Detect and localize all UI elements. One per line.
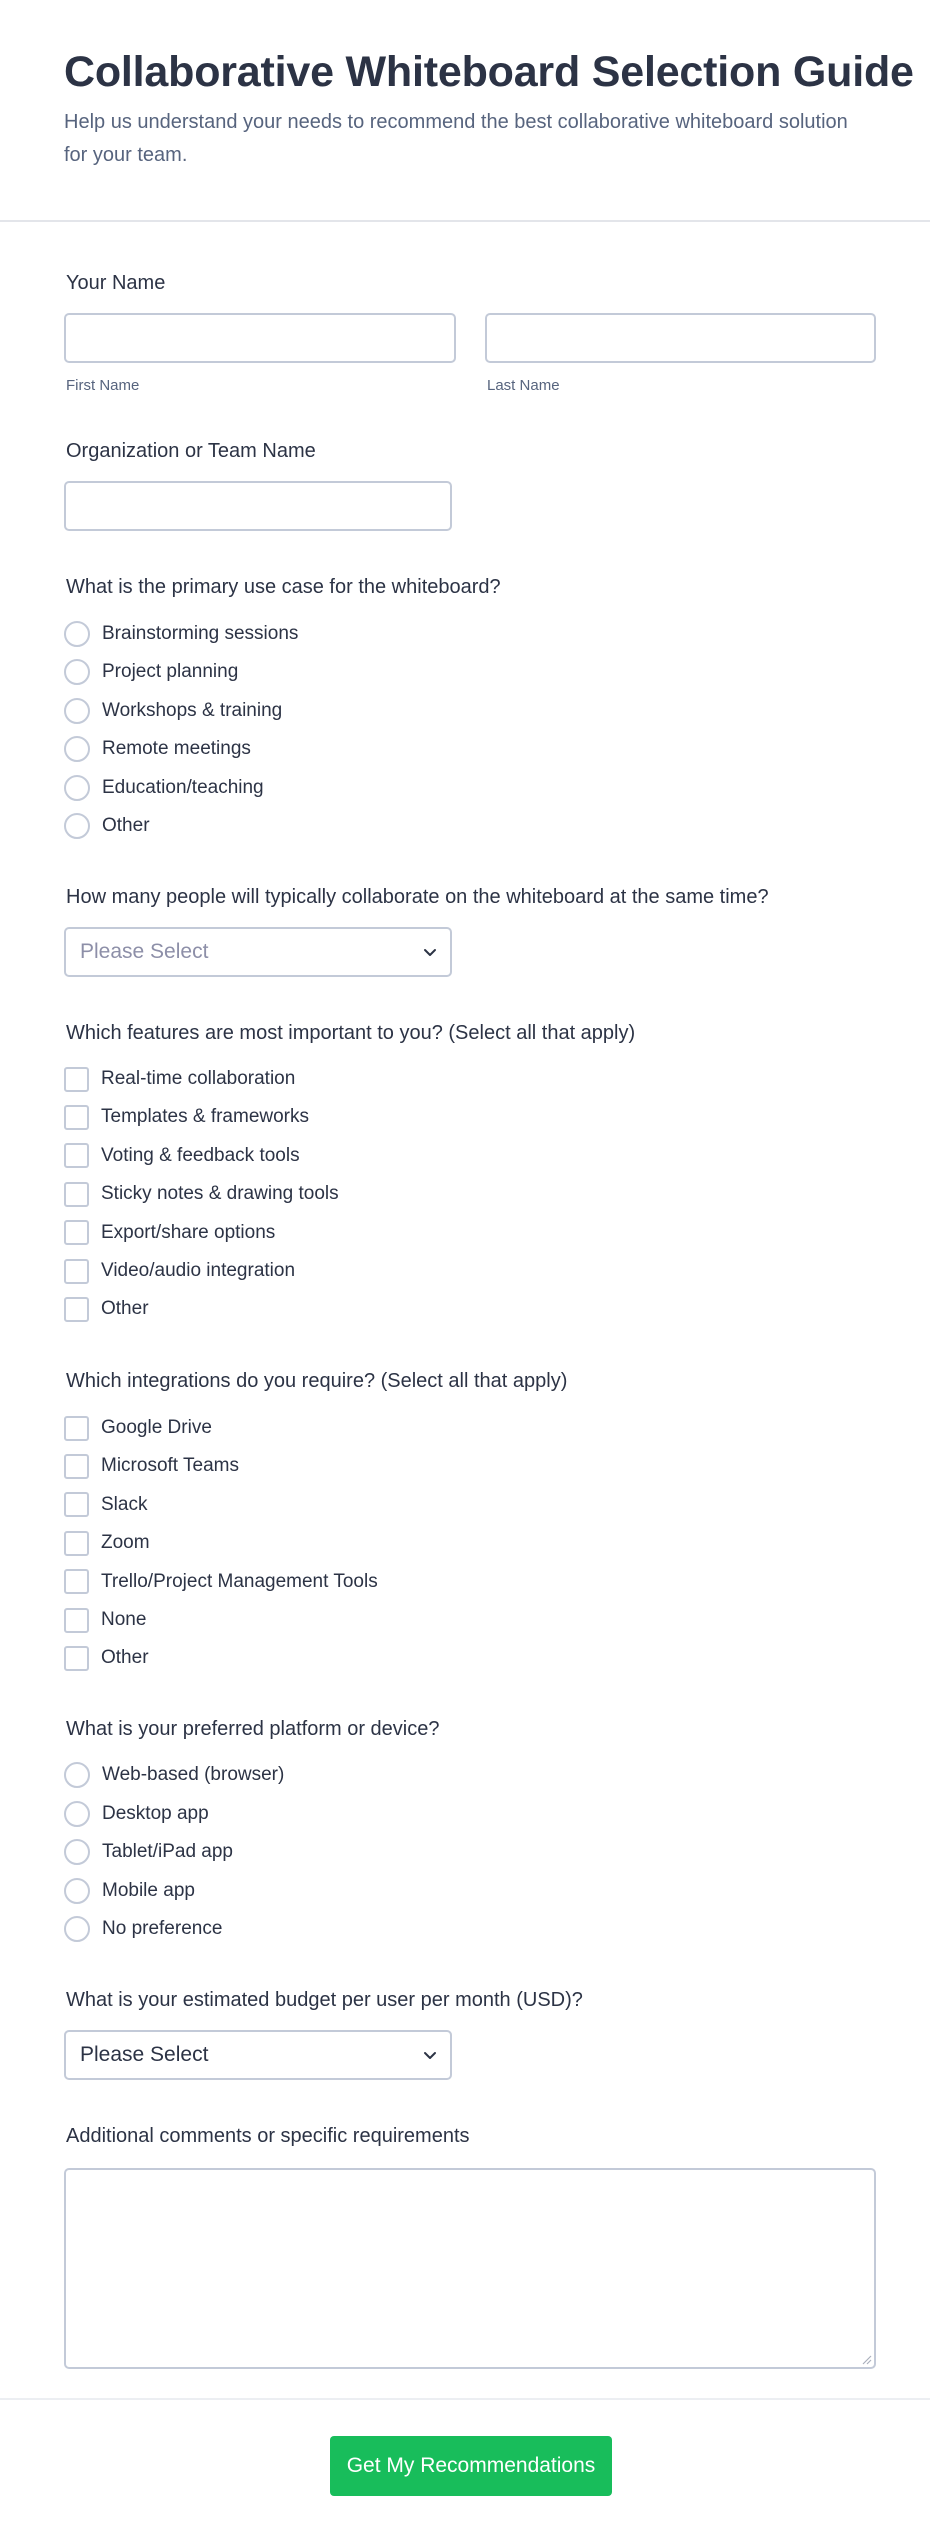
platform-option[interactable] [64, 1915, 222, 1943]
platform-label: What is your preferred platform or device? [66, 1718, 440, 1740]
radio-button[interactable] [64, 659, 90, 685]
platform-option-label: Tablet/iPad app [102, 1841, 233, 1862]
integration-option-label: Microsoft Teams [101, 1455, 239, 1477]
use-case-option-label: Education/teaching [102, 776, 264, 798]
checkbox[interactable] [64, 1105, 89, 1130]
budget-label: What is your estimated budget per user per month (USD)? [66, 1989, 583, 2011]
resize-grip-icon[interactable] [860, 2353, 872, 2365]
platform-option-label: Mobile app [102, 1879, 195, 1901]
integration-option-label: None [101, 1609, 147, 1630]
use-case-option[interactable] [64, 774, 264, 802]
radio-button[interactable] [64, 621, 90, 647]
radio-button[interactable] [64, 1762, 90, 1788]
feature-option-label: Export/share options [101, 1221, 276, 1243]
first-name-input[interactable] [64, 313, 456, 363]
integration-option[interactable] [64, 1568, 378, 1596]
checkbox[interactable] [64, 1416, 89, 1441]
page-title: Collaborative Whiteboard Selection Guide [64, 48, 914, 96]
use-case-option-label: Workshops & training [102, 699, 283, 721]
feature-option-label: Sticky notes & drawing tools [101, 1183, 339, 1205]
platform-option-label: Desktop app [102, 1802, 209, 1824]
team-size-label: How many people will typically collaborate on the whiteboard at the same time? [66, 886, 769, 908]
radio-button[interactable] [64, 1839, 90, 1865]
chevron-down-icon [422, 2047, 438, 2063]
checkbox[interactable] [64, 1492, 89, 1517]
feature-option-label: Templates & frameworks [101, 1106, 310, 1128]
use-case-option-label: Other [102, 815, 150, 836]
integration-option[interactable] [64, 1414, 212, 1442]
team-size-selected-value: Please Select [80, 940, 209, 963]
radio-button[interactable] [64, 775, 90, 801]
feature-option[interactable] [64, 1103, 309, 1131]
integration-option[interactable] [64, 1529, 150, 1557]
integrations-label: Which integrations do you require? (Select all that apply) [66, 1370, 568, 1392]
feature-option-label: Other [101, 1298, 149, 1320]
use-case-option[interactable] [64, 620, 298, 648]
integration-option[interactable] [64, 1452, 239, 1480]
feature-option-label: Voting & feedback tools [101, 1144, 300, 1166]
feature-option[interactable] [64, 1219, 275, 1247]
last-name-input[interactable] [485, 313, 876, 363]
form-header [0, 0, 930, 222]
integration-option-label: Trello/Project Management Tools [101, 1570, 378, 1592]
platform-option[interactable] [64, 1761, 284, 1789]
use-case-option[interactable] [64, 812, 150, 840]
budget-select[interactable] [64, 2030, 452, 2080]
integration-option[interactable] [64, 1491, 147, 1519]
platform-option-label: Web-based (browser) [102, 1764, 285, 1785]
organization-label: Organization or Team Name [66, 440, 316, 462]
checkbox[interactable] [64, 1569, 89, 1594]
page-subtitle: Help us understand your needs to recommend the best collaborative whiteboard solution for your team. [64, 111, 848, 166]
use-case-option[interactable] [64, 658, 238, 686]
feature-option[interactable] [64, 1180, 339, 1208]
feature-option[interactable] [64, 1142, 300, 1170]
integration-option-label: Slack [101, 1493, 148, 1515]
radio-button[interactable] [64, 1916, 90, 1942]
chevron-down-icon [422, 944, 438, 960]
feature-option[interactable] [64, 1295, 149, 1323]
get-recommendations-button[interactable]: Get My Recommendations [330, 2436, 612, 2496]
checkbox[interactable] [64, 1608, 89, 1633]
platform-option[interactable] [64, 1838, 233, 1866]
last-name-sublabel: Last Name [487, 377, 560, 394]
radio-button[interactable] [64, 736, 90, 762]
radio-button[interactable] [64, 1801, 90, 1827]
platform-option[interactable] [64, 1800, 209, 1828]
use-case-label: What is the primary use case for the whiteboard? [66, 576, 501, 598]
platform-option[interactable] [64, 1877, 195, 1905]
platform-option-label: No preference [102, 1918, 223, 1939]
feature-option-label: Real-time collaboration [101, 1068, 296, 1089]
feature-option[interactable] [64, 1065, 295, 1093]
use-case-option-label: Project planning [102, 661, 239, 683]
checkbox[interactable] [64, 1531, 89, 1556]
organization-input[interactable] [64, 481, 452, 531]
feature-option[interactable] [64, 1257, 295, 1285]
integration-option-label: Other [101, 1647, 149, 1669]
integration-option[interactable] [64, 1606, 146, 1634]
use-case-option-label: Brainstorming sessions [102, 623, 299, 644]
comments-textarea[interactable] [64, 2168, 876, 2369]
integration-option-label: Zoom [101, 1532, 150, 1554]
feature-option-label: Video/audio integration [101, 1260, 296, 1281]
integration-option-label: Google Drive [101, 1417, 212, 1438]
use-case-option[interactable] [64, 735, 251, 763]
checkbox[interactable] [64, 1646, 89, 1671]
checkbox[interactable] [64, 1454, 89, 1479]
radio-button[interactable] [64, 813, 90, 839]
checkbox[interactable] [64, 1182, 89, 1207]
footer-divider [0, 2398, 930, 2400]
checkbox[interactable] [64, 1143, 89, 1168]
use-case-option-label: Remote meetings [102, 738, 251, 760]
first-name-sublabel: First Name [66, 377, 140, 394]
radio-button[interactable] [64, 1878, 90, 1904]
radio-button[interactable] [64, 698, 90, 724]
checkbox[interactable] [64, 1297, 89, 1322]
features-label: Which features are most important to you? (Select all that apply) [66, 1022, 636, 1044]
checkbox[interactable] [64, 1259, 89, 1284]
checkbox[interactable] [64, 1220, 89, 1245]
budget-selected-value: Please Select [80, 2043, 209, 2066]
integration-option[interactable] [64, 1644, 149, 1672]
name-label: Your Name [66, 272, 166, 294]
checkbox[interactable] [64, 1067, 89, 1092]
comments-label: Additional comments or specific requirements [66, 2125, 470, 2147]
use-case-option[interactable] [64, 697, 282, 725]
team-size-select[interactable] [64, 927, 452, 977]
